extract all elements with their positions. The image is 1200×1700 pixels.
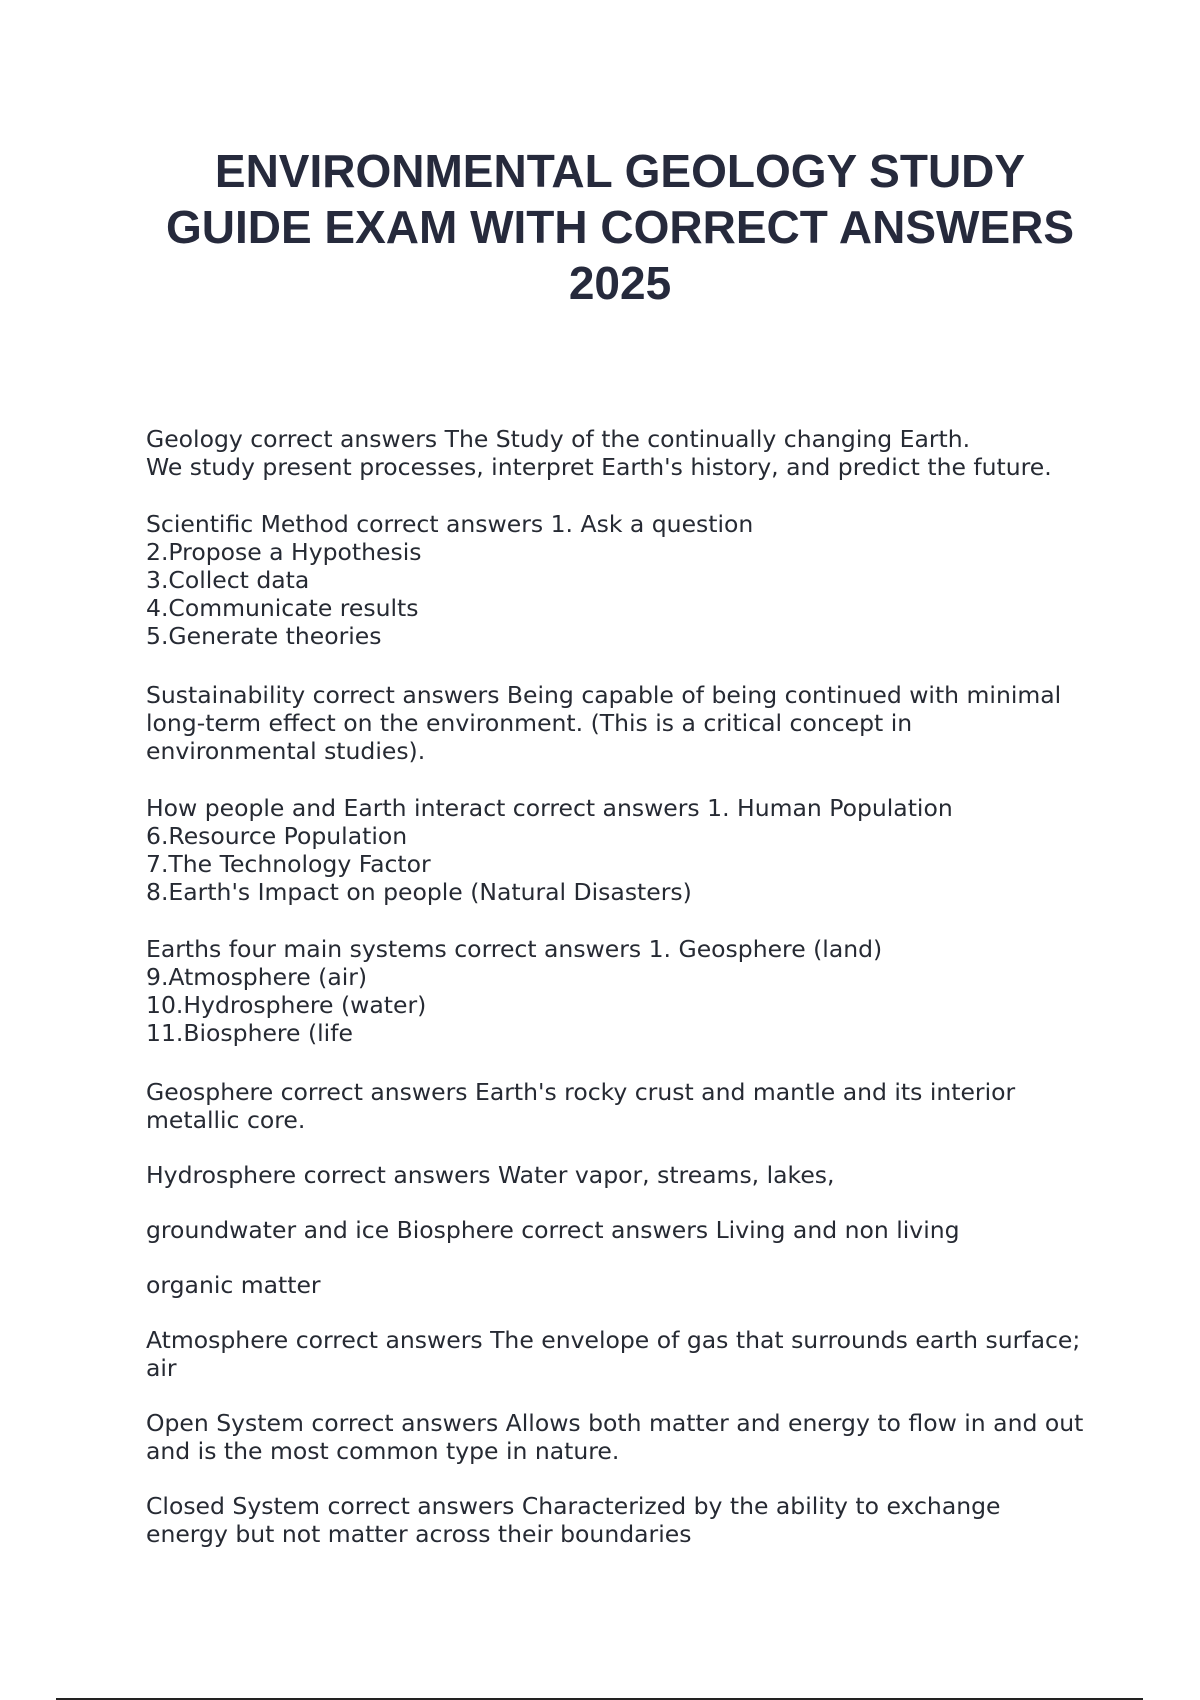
entry-hydrosphere-line-1: Hydrosphere correct answers Water vapor, streams, lakes, [146,1161,835,1189]
entry-four-systems [146,935,1086,1047]
entry-people-earth [146,794,1086,906]
list-number: 6. [146,822,169,850]
list-item [146,538,1086,566]
list-text: Hydrosphere (water) [183,991,427,1019]
list-number: 4. [146,594,169,622]
list-number: 2. [146,538,169,566]
entry-sustainability: Sustainability correct answers Being capable of being continued with minimal long-term effect on the environment. (This is a critical concept in environmental studies). [146,681,1069,765]
entry-hydrosphere-line-2: groundwater and ice Biosphere correct answers Living and non living [146,1216,960,1244]
list-text: Atmosphere (air) [168,963,368,991]
list-item [146,963,1086,991]
list-item [146,594,1086,622]
list-number: 9. [146,963,169,991]
document-body [146,425,1091,1548]
entry-lead: Earths four main systems correct answers 1. Geosphere (land) [146,935,883,963]
list-text: The Technology Factor [168,850,431,878]
list-item [146,991,1086,1019]
entry-scientific-method [146,510,1086,650]
list-number: 11. [146,1019,184,1047]
list-number: 10. [146,991,184,1019]
numbered-list [146,822,1086,906]
list-item [146,822,1086,850]
list-text: Biosphere (life [183,1019,353,1047]
list-number: 7. [146,850,169,878]
list-text: Earth's Impact on people (Natural Disasters) [168,878,692,906]
entry-lead: How people and Earth interact correct answers 1. Human Population [146,794,953,822]
entry-closed-system: Closed System correct answers Characterized by the ability to exchange energy but not matter across their boundaries [146,1492,1008,1548]
list-number: 3. [146,566,169,594]
entry-hydrosphere-line-3: organic matter [146,1271,321,1299]
list-number: 5. [146,622,169,650]
list-number: 8. [146,878,169,906]
list-text: Resource Population [168,822,408,850]
list-text: Generate theories [168,622,382,650]
entry-geosphere: Geosphere correct answers Earth's rocky crust and mantle and its interior metallic core. [146,1078,1023,1134]
list-item [146,622,1086,650]
entry-geology: Geology correct answers The Study of the continually changing Earth. We study present processes, interpret Earth's history, and predict the future. [146,425,1052,481]
list-text: Propose a Hypothesis [168,538,422,566]
list-item [146,1019,1086,1047]
entry-lead: Scientific Method correct answers 1. Ask a question [146,510,754,538]
numbered-list [146,963,1086,1047]
list-item [146,566,1086,594]
list-text: Collect data [168,566,310,594]
entry-open-system: Open System correct answers Allows both matter and energy to flow in and out and is the most common type in nature. [146,1409,1091,1465]
list-text: Communicate results [168,594,419,622]
list-item [146,878,1086,906]
list-item [146,850,1086,878]
numbered-list [146,538,1086,650]
entry-atmosphere: Atmosphere correct answers The envelope of gas that surrounds earth surface; air [146,1326,1088,1382]
document-title: ENVIRONMENTAL GEOLOGY STUDY GUIDE EXAM WITH CORRECT ANSWERS 2025 [165,145,1075,309]
